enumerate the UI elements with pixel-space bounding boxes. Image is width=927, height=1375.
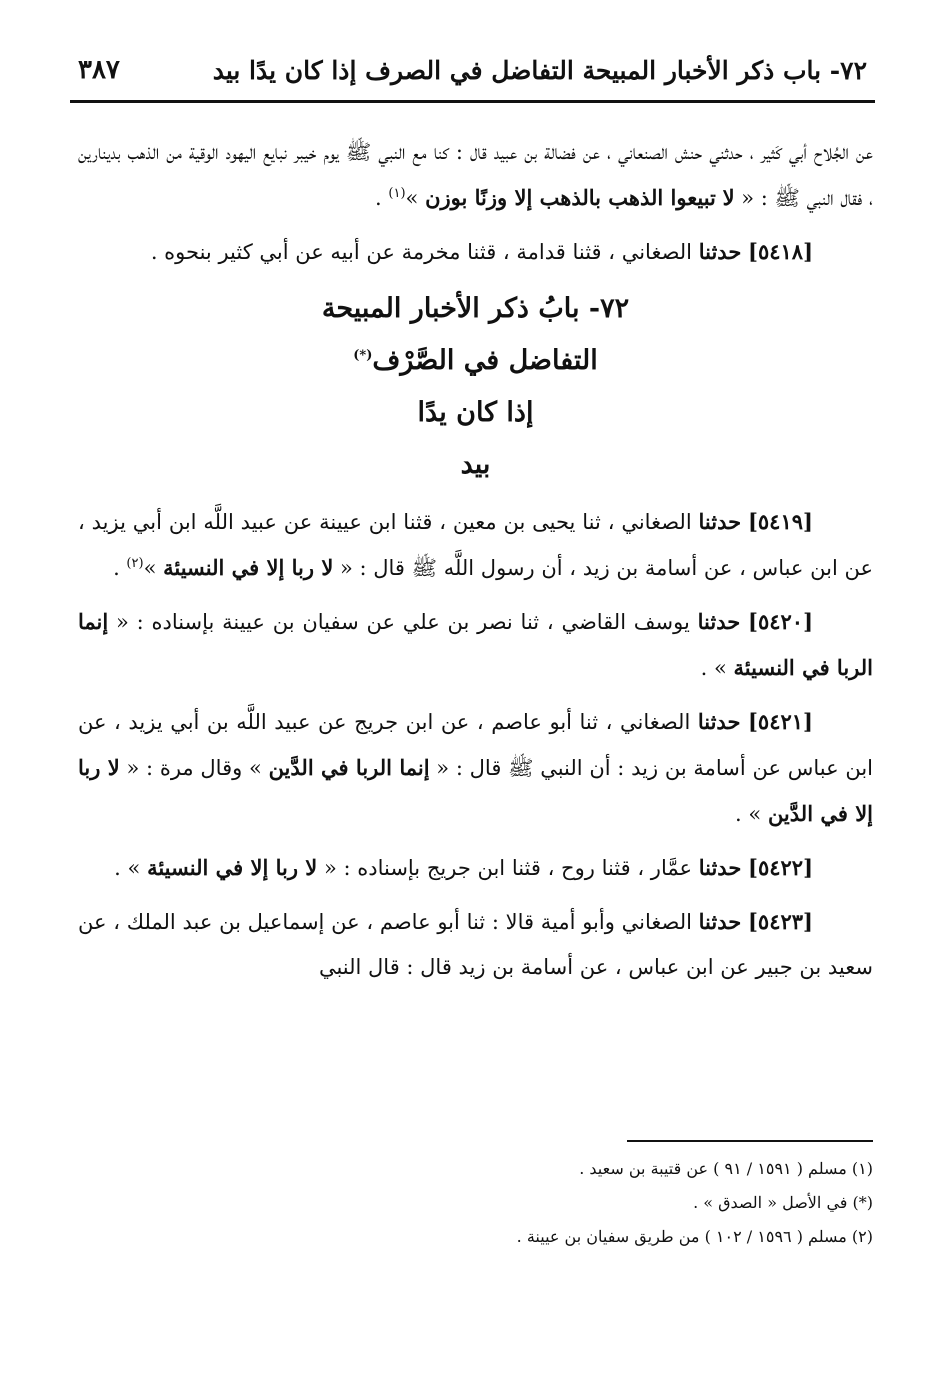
hadith-number: [٥٤٢٣] [747,909,813,934]
hadith-5422: [٥٤٢٢] حدثنا عمَّار ، قثنا روح ، قثنا ابن جريج بإسناده : « لا ربا إلا في النسيئة » . [114,855,813,880]
hadith-number: [٥٤١٨] [748,239,813,264]
page-number: ٣٨٧ [78,55,120,85]
footnote-separator [627,1140,873,1142]
footnote-star: (*) في الأصل « الصدق » . [693,1193,873,1212]
page-header [78,48,867,92]
footnote-2: (٢) مسلم ( ١٥٩٦ / ١٠٢ ) من طريق سفيان بن عيينة . [516,1227,873,1246]
footnote-ref-2[interactable]: (٢) [126,556,144,571]
hadith-number: [٥٤١٩] [747,509,813,534]
running-title: ٧٢- باب ذكر الأخبار المبيحة التفاضل في الصرف إذا كان يدًا بيد [212,55,867,85]
hadith-number: [٥٤٢٢] [748,855,813,880]
footnote-ref-1[interactable]: (١) [388,186,406,201]
footnotes [300,1152,873,1254]
hadith-number: [٥٤٢٠] [748,609,813,634]
hadith-5418: [٥٤١٨] حدثنا الصغاني ، قثنا قدامة ، قثنا مخرمة عن أبيه عن أبي كثير بنحوه . [150,239,813,264]
main-text [78,130,873,998]
chapter-heading: ٧٢- بابُ ذكر الأخبار المبيحة التفاضل في الصَّرْف(*) إذا كان يدًا بيد [321,293,630,480]
paragraph-continued: عن الجُلاح أبي كَثير ، حدثني حنش الصنعاني ، عن فضالة بن عبيد قال : كنا مع النبي ﷺ يوم خيبر نبايع اليهود الوقية من الذهب بدينارين ، فقال النبي ﷺ : « لا تبيعوا الذهب بالذهب إلا وزنًا بوزن »$^{(١)}$ . [78,140,874,210]
hadith-5423: [٥٤٢٣] حدثنا الصغاني وأبو أمية قالا : ثنا أبو عاصم ، عن إسماعيل بن عبد الملك ، عن سعيد بن جبير عن ابن عباس ، عن أسامة بن زيد قال : قال النبي [78,909,873,979]
hadith-5421: [٥٤٢١] حدثنا الصغاني ، ثنا أبو عاصم ، عن ابن جريج عن عبيد اللَّه بن أبي يزيد ، عن ابن عباس عن أسامة بن زيد : أن النبي ﷺ قال : « إنما الربا في الدَّين » وقال مرة : « لا ربا إلا في الدَّين » . [78,709,873,826]
header-rule [70,100,875,103]
hadith-number: [٥٤٢١] [747,709,813,734]
footnote-1: (١) مسلم ( ١٥٩١ / ٩١ ) عن قتيبة بن سعيد . [579,1159,873,1178]
hadith-5420: [٥٤٢٠] حدثنا يوسف القاضي ، ثنا نصر بن علي عن سفيان بن عيينة بإسناده : « إنما الربا في النسيئة » . [78,609,873,680]
footnote-ref-star[interactable]: (*) [353,348,373,363]
hadith-5419: [٥٤١٩] حدثنا الصغاني ، ثنا يحيى بن معين ، قثنا ابن عيينة عن عبيد اللَّه ابن أبي يزيد ، عن ابن عباس ، عن أسامة بن زيد ، أن رسول اللَّه ﷺ قال : « لا ربا إلا في النسيئة »$^{(٢)}$ . [78,509,873,580]
